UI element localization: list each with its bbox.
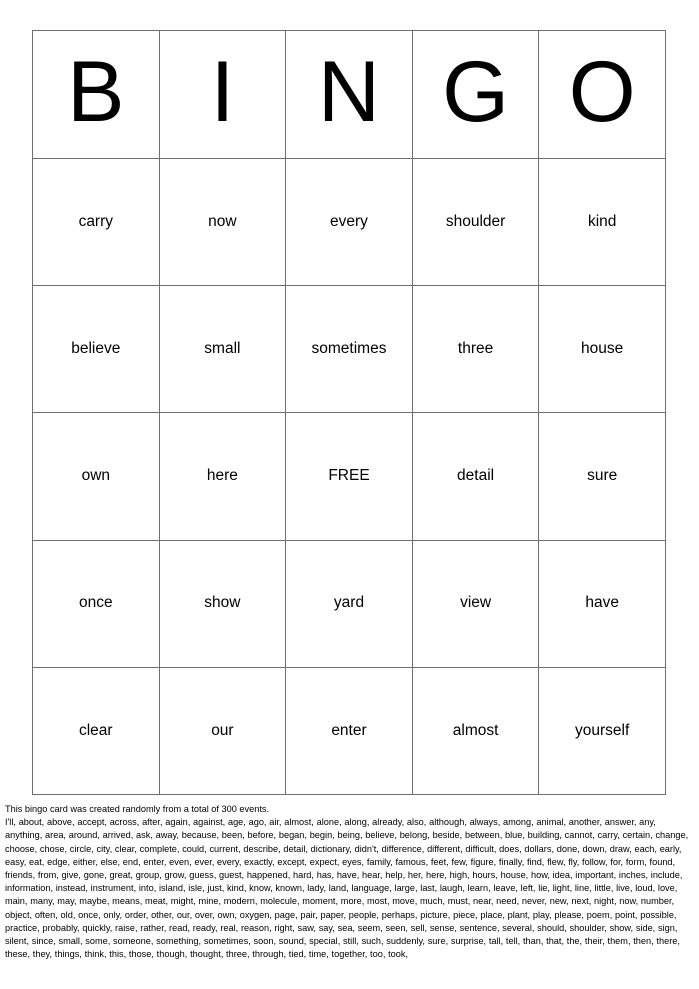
bingo-cell[interactable]: yard <box>286 541 413 668</box>
bingo-cell[interactable]: almost <box>413 668 540 795</box>
bingo-cell[interactable]: every <box>286 159 413 286</box>
bingo-cell[interactable]: once <box>33 541 160 668</box>
footer-word-list: I'll, about, above, accept, across, after, again, against, age, ago, air, almost, alone, along, already, also, although, always, among, animal, another, answer, any, anything, area, around, arrived, ask, away, because, been, before, began, begin, being, believe, belong, beside, between, blue, building, cannot, carry, certain, change, choose, chose, circle, city, clear, complete, could, current, describe, detail, dictionary, didn't, difference, different, difficult, does, dollars, done, down, draw, each, early, easy, eat, edge, either, else, end, enter, even, ever, every, exactly, except, expect, eyes, family, famous, feet, few, figure, finally, find, flew, fly, follow, for, form, found, friends, from, give, gone, great, group, grow, guess, guest, happened, hard, has, have, hear, help, her, here, high, hours, house, how, idea, important, inches, include, information, instead, instrument, into, island, isle, just, kind, know, known, lady, land, language, large, last, laugh, learn, leave, left, lie, light, line, little, live, loud, love, main, many, may, maybe, means, meat, might, mine, modern, molecule, moment, more, most, move, much, must, near, need, never, new, next, night, now, number, object, often, old, once, only, order, other, our, over, own, oxygen, page, pair, paper, people, perhaps, picture, piece, place, plant, play, please, poem, point, possible, practice, probably, quickly, raise, rather, read, ready, real, reason, right, saw, say, sea, seem, seen, sell, sense, sentence, several, should, shoulder, show, side, sign, silent, since, small, some, someone, something, sometimes, soon, sound, special, still, such, suddenly, sure, surprise, tall, tell, than, that, the, their, them, then, there, these, they, things, think, this, those, though, thought, three, through, tied, time, together, too, took, <box>5 817 689 960</box>
bingo-cell[interactable]: our <box>160 668 287 795</box>
bingo-header-letter-i: I <box>160 31 287 159</box>
bingo-card-grid <box>32 30 666 795</box>
bingo-row <box>33 541 666 668</box>
bingo-cell[interactable]: sure <box>539 413 666 540</box>
bingo-row <box>33 413 666 540</box>
bingo-cell[interactable]: clear <box>33 668 160 795</box>
bingo-header-letter-o: O <box>539 31 666 159</box>
bingo-row <box>33 668 666 795</box>
bingo-cell[interactable]: have <box>539 541 666 668</box>
bingo-cell[interactable]: house <box>539 286 666 413</box>
bingo-cell[interactable]: carry <box>33 159 160 286</box>
bingo-cell[interactable]: three <box>413 286 540 413</box>
bingo-header-letter-n: N <box>286 31 413 159</box>
bingo-cell[interactable]: here <box>160 413 287 540</box>
bingo-cell[interactable]: kind <box>539 159 666 286</box>
bingo-cell[interactable]: view <box>413 541 540 668</box>
bingo-cell[interactable]: enter <box>286 668 413 795</box>
bingo-cell[interactable]: believe <box>33 286 160 413</box>
bingo-cell[interactable]: detail <box>413 413 540 540</box>
footer-note: This bingo card was created randomly from a total of 300 events. <box>5 804 270 814</box>
bingo-cell[interactable]: shoulder <box>413 159 540 286</box>
bingo-cell[interactable]: small <box>160 286 287 413</box>
bingo-cell-free-space[interactable]: FREE <box>286 413 413 540</box>
bingo-row <box>33 286 666 413</box>
bingo-cell[interactable]: show <box>160 541 287 668</box>
bingo-cell[interactable]: yourself <box>539 668 666 795</box>
bingo-header-letter-b: B <box>33 31 160 159</box>
bingo-header-letter-g: G <box>413 31 540 159</box>
bingo-row <box>33 159 666 286</box>
bingo-cell[interactable]: sometimes <box>286 286 413 413</box>
bingo-header-row <box>33 31 666 159</box>
bingo-cell[interactable]: now <box>160 159 287 286</box>
footer <box>5 803 695 961</box>
bingo-cell[interactable]: own <box>33 413 160 540</box>
